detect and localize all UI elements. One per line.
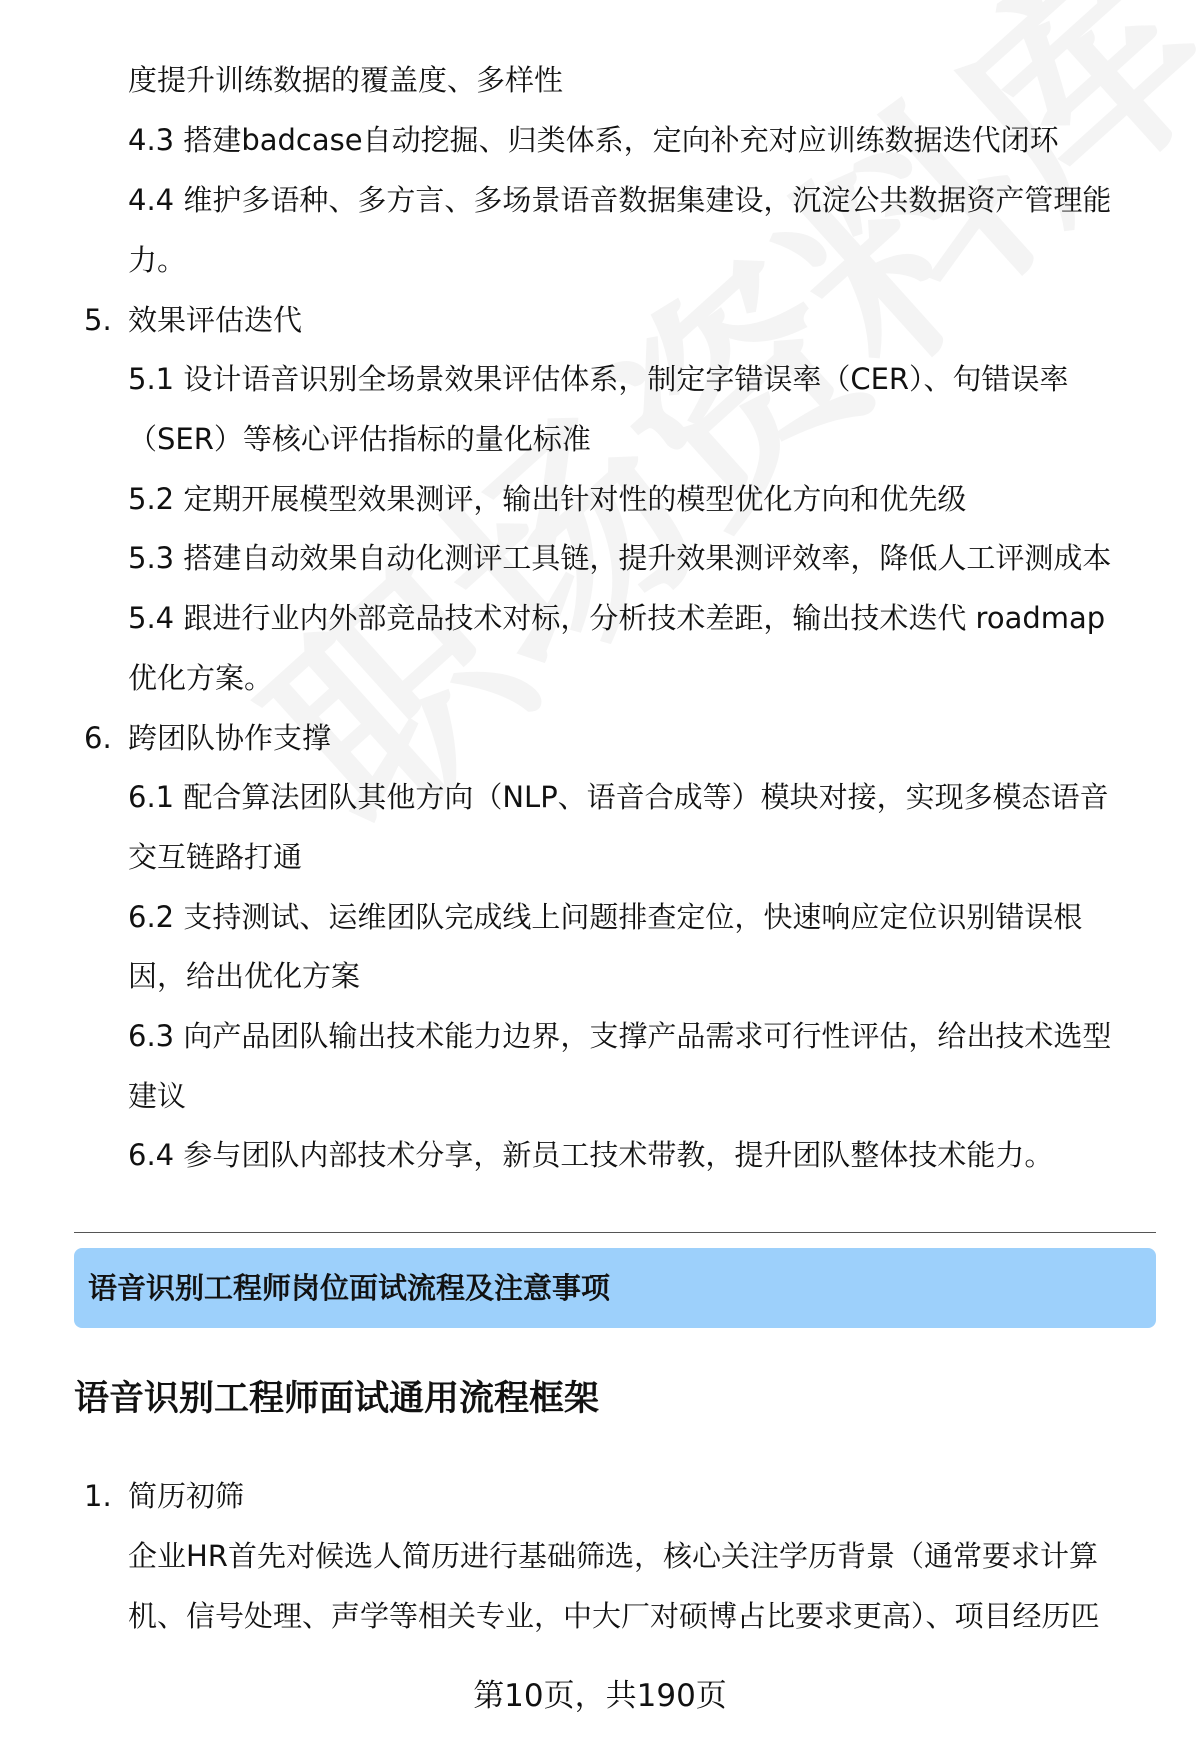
text-line: 优化方案。 [128, 661, 274, 695]
text-line: （SER）等核心评估指标的量化标准 [128, 422, 591, 456]
section-banner [74, 1248, 1156, 1328]
text-line: 5.3 搭建自动效果自动化测评工具链，提升效果测评效率，降低人工评测成本 [128, 541, 1112, 575]
list-item-title: 简历初筛 [128, 1479, 245, 1513]
text-line: 6.3 向产品团队输出技术能力边界，支撑产品需求可行性评估，给出技术选型 [128, 1019, 1112, 1053]
text-line: 企业HR首先对候选人简历进行基础筛选，核心关注学历背景（通常要求计算 [128, 1539, 1098, 1573]
text-line: 6.4 参与团队内部技术分享，新员工技术带教，提升团队整体技术能力。 [128, 1138, 1054, 1172]
text-line: 因，给出优化方案 [128, 959, 361, 993]
section-title: 效果评估迭代 [128, 303, 303, 337]
text-line: 机、信号处理、声学等相关专业，中大厂对硕博占比要求更高）、项目经历匹 [128, 1599, 1100, 1633]
text-line: 5.2 定期开展模型效果测评，输出针对性的模型优化方向和优先级 [128, 482, 967, 516]
list-number: 1. [84, 1479, 112, 1513]
page-number: 第10页，共190页 [473, 1678, 727, 1714]
text-line: 4.3 搭建badcase自动挖掘、归类体系，定向补充对应训练数据迭代闭环 [128, 123, 1059, 157]
text-line: 6.1 配合算法团队其他方向（NLP、语音合成等）模块对接，实现多模态语音 [128, 780, 1109, 814]
text-line: 度提升训练数据的覆盖度、多样性 [128, 63, 564, 97]
banner-title: 语音识别工程师岗位面试流程及注意事项 [88, 1271, 611, 1305]
text-line: 5.1 设计语音识别全场景效果评估体系，制定字错误率（CER）、句错误率 [128, 362, 1069, 396]
section-number: 5. [84, 303, 112, 337]
section-title: 跨团队协作支撑 [128, 721, 332, 755]
section-number: 6. [84, 721, 112, 755]
text-line: 5.4 跟进行业内外部竞品技术对标，分析技术差距，输出技术迭代 roadmap [128, 601, 1106, 635]
section-heading: 语音识别工程师面试通用流程框架 [74, 1379, 600, 1419]
text-line: 交互链路打通 [128, 840, 303, 874]
text-line: 力。 [128, 243, 187, 277]
text-line: 4.4 维护多语种、多方言、多场景语音数据集建设，沉淀公共数据资产管理能 [128, 183, 1112, 217]
text-line: 6.2 支持测试、运维团队完成线上问题排查定位，快速响应定位识别错误根 [128, 900, 1083, 934]
divider [74, 1232, 1156, 1233]
text-line: 建议 [128, 1079, 187, 1113]
